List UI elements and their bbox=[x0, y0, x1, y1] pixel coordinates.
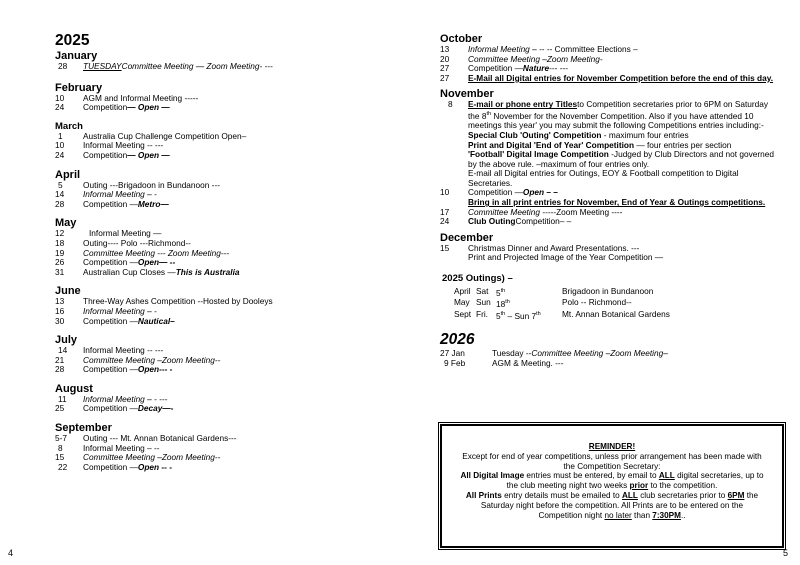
list-item: 24 Competition — Open — bbox=[55, 149, 170, 160]
reminder-title: REMINDER! bbox=[588, 442, 636, 451]
list-item: 20 Committee Meeting –Zoom Meeting- bbox=[440, 53, 603, 64]
list-item: 11 Informal Meeting – - --- bbox=[58, 393, 168, 404]
page-number-left: 4 bbox=[8, 548, 14, 558]
list-item: 21 Committee Meeting –Zoom Meeting-- bbox=[55, 354, 221, 365]
list-item: 14 Informal Meeting -- --- bbox=[58, 345, 164, 356]
year-heading: 2025 bbox=[55, 32, 90, 49]
month-july: July bbox=[55, 334, 78, 347]
list-item: 28 Competition — Metro— bbox=[55, 198, 169, 209]
list-item: 8 Informal Meeting – -- bbox=[58, 442, 160, 453]
list-item: 27 Jan Tuesday -- Committee Meeting –Zoom Meeting– bbox=[440, 348, 668, 359]
list-item: 22 Competition — Open -- - bbox=[58, 461, 172, 472]
reminder-box: REMINDER! Except for end of year competitions, unless prior arrangement has been made with the Competition Secretary: All Digital Image entries must be entered, by email to ALL digital secretaries, up to the club meeting night two weeks prior to the competition. All Prints entry details must be emailed to ALL club secretaries prior to 6PM the Saturday night before the competition. All Prints are to be entered on the Competition night no later than 7:30PM.. bbox=[440, 424, 784, 548]
month-february: February bbox=[55, 81, 103, 94]
list-item: 13 Informal Meeting – - - -- Committee Elections – bbox=[440, 44, 638, 54]
list-item: 15 Committee Meeting –Zoom Meeting-- bbox=[55, 452, 221, 463]
list-item: 13 Three-Way Ashes Competition --Hosted by Dooleys bbox=[55, 296, 273, 307]
list-item: 15 Christmas Dinner and Award Presentations. --- bbox=[440, 242, 640, 253]
list-item: 12 Informal Meeting — bbox=[55, 228, 162, 239]
list-item: 8 E-mail or phone entry Titles to Competition secretaries prior to 6PM on Saturday bbox=[448, 99, 769, 110]
list-item: 5 Outing ---Brigadoon in Bundanoon --- bbox=[58, 179, 220, 190]
list-item: 17 Committee Meeting ----- Zoom Meeting ---- bbox=[440, 206, 623, 217]
list-item: 5-7 Outing --- Mt. Annan Botanical Gardens--- bbox=[55, 433, 237, 444]
list-item: 25 Competition — Decay—- bbox=[55, 403, 174, 414]
page-number-right: 5 bbox=[783, 548, 789, 558]
month-september: September bbox=[55, 422, 112, 435]
list-item: 30 Competition — Nautical– bbox=[55, 315, 175, 326]
list-item: 28 TUESDAY Committee Meeting — Zoom Meeting- --- bbox=[58, 61, 273, 71]
list-item: 27 E-Mail all Digital entries for November Competition before the end of this day. bbox=[440, 72, 774, 83]
list-item: 10 AGM and Informal Meeting ----- bbox=[55, 92, 199, 103]
month-march: March bbox=[55, 120, 83, 132]
month-august: August bbox=[55, 382, 93, 395]
month-december: December bbox=[440, 231, 494, 244]
list-item: 24 Club Outing Competition– – bbox=[440, 216, 572, 227]
list-item: 18 Outing---- Polo ---Richmond-- bbox=[55, 237, 191, 248]
list-item: 10 Competition — Open – – bbox=[440, 187, 558, 198]
list-item: 26 Competition — Open— -- bbox=[55, 257, 176, 268]
year-2026-heading: 2026 bbox=[440, 331, 475, 349]
month-october: October bbox=[440, 33, 483, 45]
list-item: 27 Competition — Nature --- --- bbox=[440, 63, 569, 74]
list-item: 16 Informal Meeting – - bbox=[55, 305, 157, 316]
list-item: 9 Feb AGM & Meeting. --- bbox=[444, 357, 564, 368]
month-june: June bbox=[55, 285, 81, 298]
month-april: April bbox=[55, 168, 81, 181]
month-november: November bbox=[440, 88, 494, 101]
outings-title: 2025 Outings) – bbox=[442, 273, 513, 285]
november-entry-details: the 8th November for the November Competition. Also if you have attended 10 meetings this year' you may submit the following Competitions entries including:- Special Club 'Outing' Competition - maximum four entries Print and Digital 'End of Year' Competition — four entries per section 'Football' Digital Image Competition -Judged by Club Directors and not governed by the above rule. –maximum of four entries only. E-mail all Digital entries for Outings, EOY & Football competition to Digital Secretaries. bbox=[468, 110, 774, 188]
month-may: May bbox=[55, 217, 77, 230]
calendar-2025-column bbox=[55, 32, 385, 472]
list-item: 14 Informal Meeting – - bbox=[55, 189, 157, 200]
month-january: January bbox=[55, 50, 98, 62]
list-item: 28 Competition — Open--- - bbox=[55, 364, 173, 375]
list-item: 31 Australian Cup Closes — This is Australia bbox=[55, 266, 240, 277]
list-item: 24 Competition — Open — bbox=[55, 102, 170, 113]
table-row: April Sat 5th Brigadoon in Bundanoon bbox=[454, 286, 654, 298]
table-row: Sept Fri. 5th – Sun 7th Mt. Annan Botanical Gardens bbox=[454, 308, 670, 321]
list-item: 10 Informal Meeting -- --- bbox=[55, 140, 164, 151]
calendar-continued-column: October 13 Informal Meeting – - - -- Committee Elections – 20 Committee Meeting –Zoom Meeting- 27 Competition — Nature --- --- 27 E-Mail all Digital entries for November Competition before the end of this day. November 8 E-mail or phone entry Titles to Competition secretaries prior to 6PM on Saturday the 8th November for the November Competition. Also if you have attended 10 meetings this year' you may submit the following Competitions entries including:- Special Club 'Outing' Competition - maximum four entries Print and Digital 'End of Year' Competition — four entries per section 'Football' Digital Image Competition -Judged by Club Directors and not governed by the above rule. –maximum of four entries only. E-mail all Digital entries for Outings, EOY & Football competition to Digital Secretaries. 10 Competition — Open – – Bring in all print entries for November, End of Year & Outings competitions. 17 Committee Meeting ----- Zoom Meeting ---- 24 Club Outing Competition– – December 15 Christmas Dinner and Award Presentations. --- Print and Projected Image of the Year Competition — 2025 Outings) – April Sat 5th Brigadoon in Bundanoon May Sun 18th Polo -- Richmond-- Sept Fri. 5th – Sun 7th Mt. Annan Botanical Gardens 2026 27 Jan Tuesday -- Committee Meeting –Zoom Meeting– 9 Feb AGM & Meeting. --- bbox=[440, 33, 790, 368]
table-row: May Sun 18th Polo -- Richmond-- bbox=[454, 297, 632, 310]
bring-prints-note: Bring in all print entries for November, End of Year & Outings competitions. bbox=[468, 197, 766, 208]
list-item: 1 Australia Cup Challenge Competition Open– bbox=[58, 130, 247, 141]
list-item: 19 Committee Meeting --- Zoom Meeting--- bbox=[55, 247, 230, 258]
